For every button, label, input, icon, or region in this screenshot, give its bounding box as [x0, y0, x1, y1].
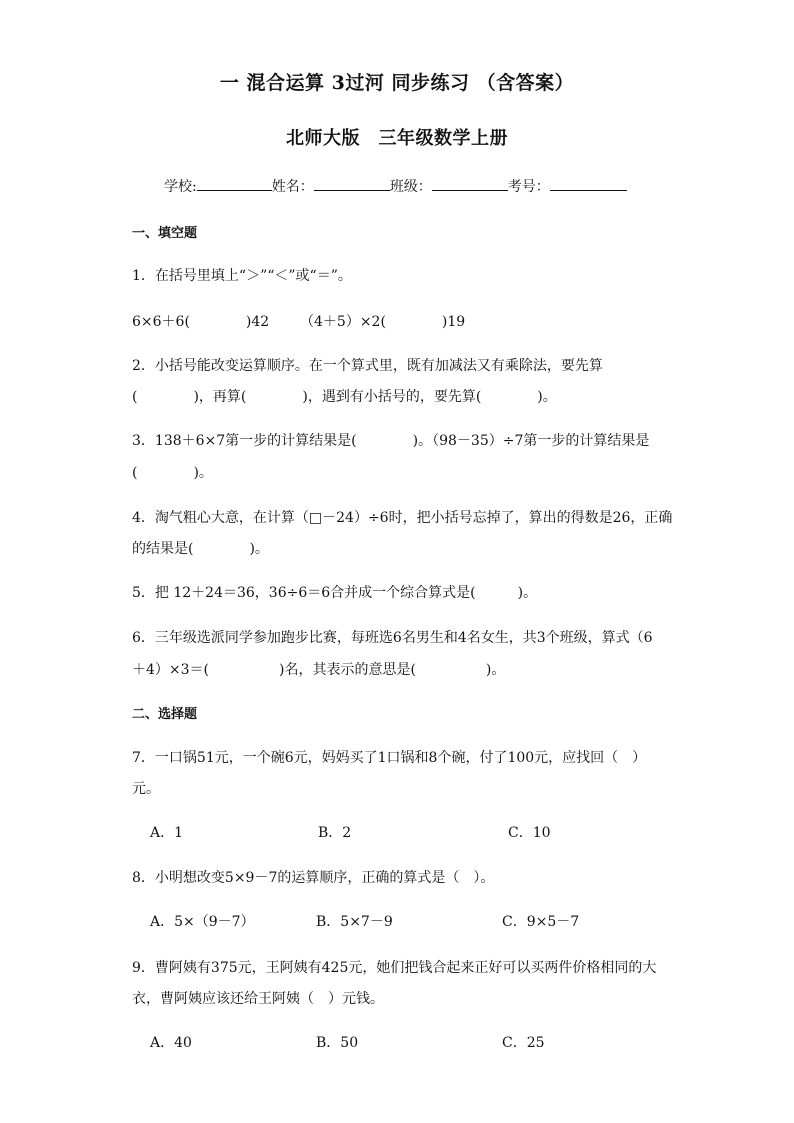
question-5-text: 5．把 12＋24＝36，36÷6＝6合并成一个综合算式是( )。 — [132, 585, 538, 601]
question-3-line-1: 3．138＋6×7第一步的计算结果是( )。（98－35）÷7第一步的计算结果是 — [132, 433, 650, 449]
question-2-line-2: ( )，再算( )，遇到有小括号的，要先算( )。 — [132, 389, 557, 405]
question-7-option-c[interactable]: C．10 — [508, 825, 551, 841]
question-7-line-1: 7．一口锅51元，一个碗6元，妈妈买了1口锅和8个碗，付了100元，应找回（ ） — [132, 750, 647, 766]
student-info-line — [164, 176, 627, 196]
question-1-expr-a: 6×6＋6( )42 — [132, 314, 270, 330]
page-title: 一 混合运算 3过河 同步练习 （含答案） — [219, 72, 575, 94]
question-2-line-1: 2．小括号能改变运算顺序。在一个算式里，既有加减法又有乘除法，要先算 — [132, 358, 603, 374]
question-3-line-2: ( )。 — [132, 465, 213, 481]
class-blank[interactable] — [432, 176, 508, 191]
number-label: 考号： — [507, 179, 550, 195]
school-label: 学校: — [164, 179, 197, 195]
question-7-option-b[interactable]: B．2 — [318, 825, 352, 841]
name-blank[interactable] — [314, 176, 390, 191]
question-9-line-1: 9．曹阿姨有375元，王阿姨有425元，她们把钱合起来正好可以买两件价格相同的大 — [132, 960, 657, 976]
question-4-line-1: 4．淘气粗心大意，在计算（□－24）÷6时，把小括号忘掉了，算出的得数是26，正确 — [132, 510, 673, 526]
question-6-line-1: 6．三年级选派同学参加跑步比赛，每班选6名男生和4名女生，共3个班级，算式（6 — [132, 630, 653, 646]
question-8-option-c[interactable]: C．9×5－7 — [502, 914, 580, 930]
question-7-line-2: 元。 — [132, 781, 160, 797]
question-8-option-b[interactable]: B．5×7－9 — [316, 914, 393, 930]
question-1-text: 1．在括号里填上“＞”“＜”或“＝”。 — [132, 268, 352, 284]
question-1-expr-b: （4＋5）×2( )19 — [300, 314, 466, 330]
name-label: 姓名： — [271, 179, 314, 195]
question-9-line-2: 衣，曹阿姨应该还给王阿姨（ ）元钱。 — [132, 991, 384, 1007]
question-9-option-c[interactable]: C．25 — [502, 1035, 545, 1051]
question-8-text: 8．小明想改变5×9－7的运算顺序，正确的算式是（ ）。 — [132, 870, 495, 886]
class-label: 班级： — [389, 179, 432, 195]
question-8-option-a[interactable]: A．5×（9－7） — [150, 914, 255, 930]
section-heading-fill-in: 一、填空题 — [132, 226, 198, 241]
question-9-option-b[interactable]: B．50 — [316, 1035, 359, 1051]
question-9-option-a[interactable]: A．40 — [150, 1035, 192, 1051]
question-7-option-a[interactable]: A．1 — [150, 825, 184, 841]
school-blank[interactable] — [197, 176, 272, 191]
number-blank[interactable] — [550, 176, 627, 191]
section-heading-choice: 二、选择题 — [132, 707, 198, 722]
question-4-line-2: 的结果是( )。 — [132, 541, 269, 557]
page-subtitle: 北师大版 三年级数学上册 — [286, 128, 508, 149]
question-6-line-2: ＋4）×3＝( )名，其表示的意思是( )。 — [132, 662, 506, 678]
